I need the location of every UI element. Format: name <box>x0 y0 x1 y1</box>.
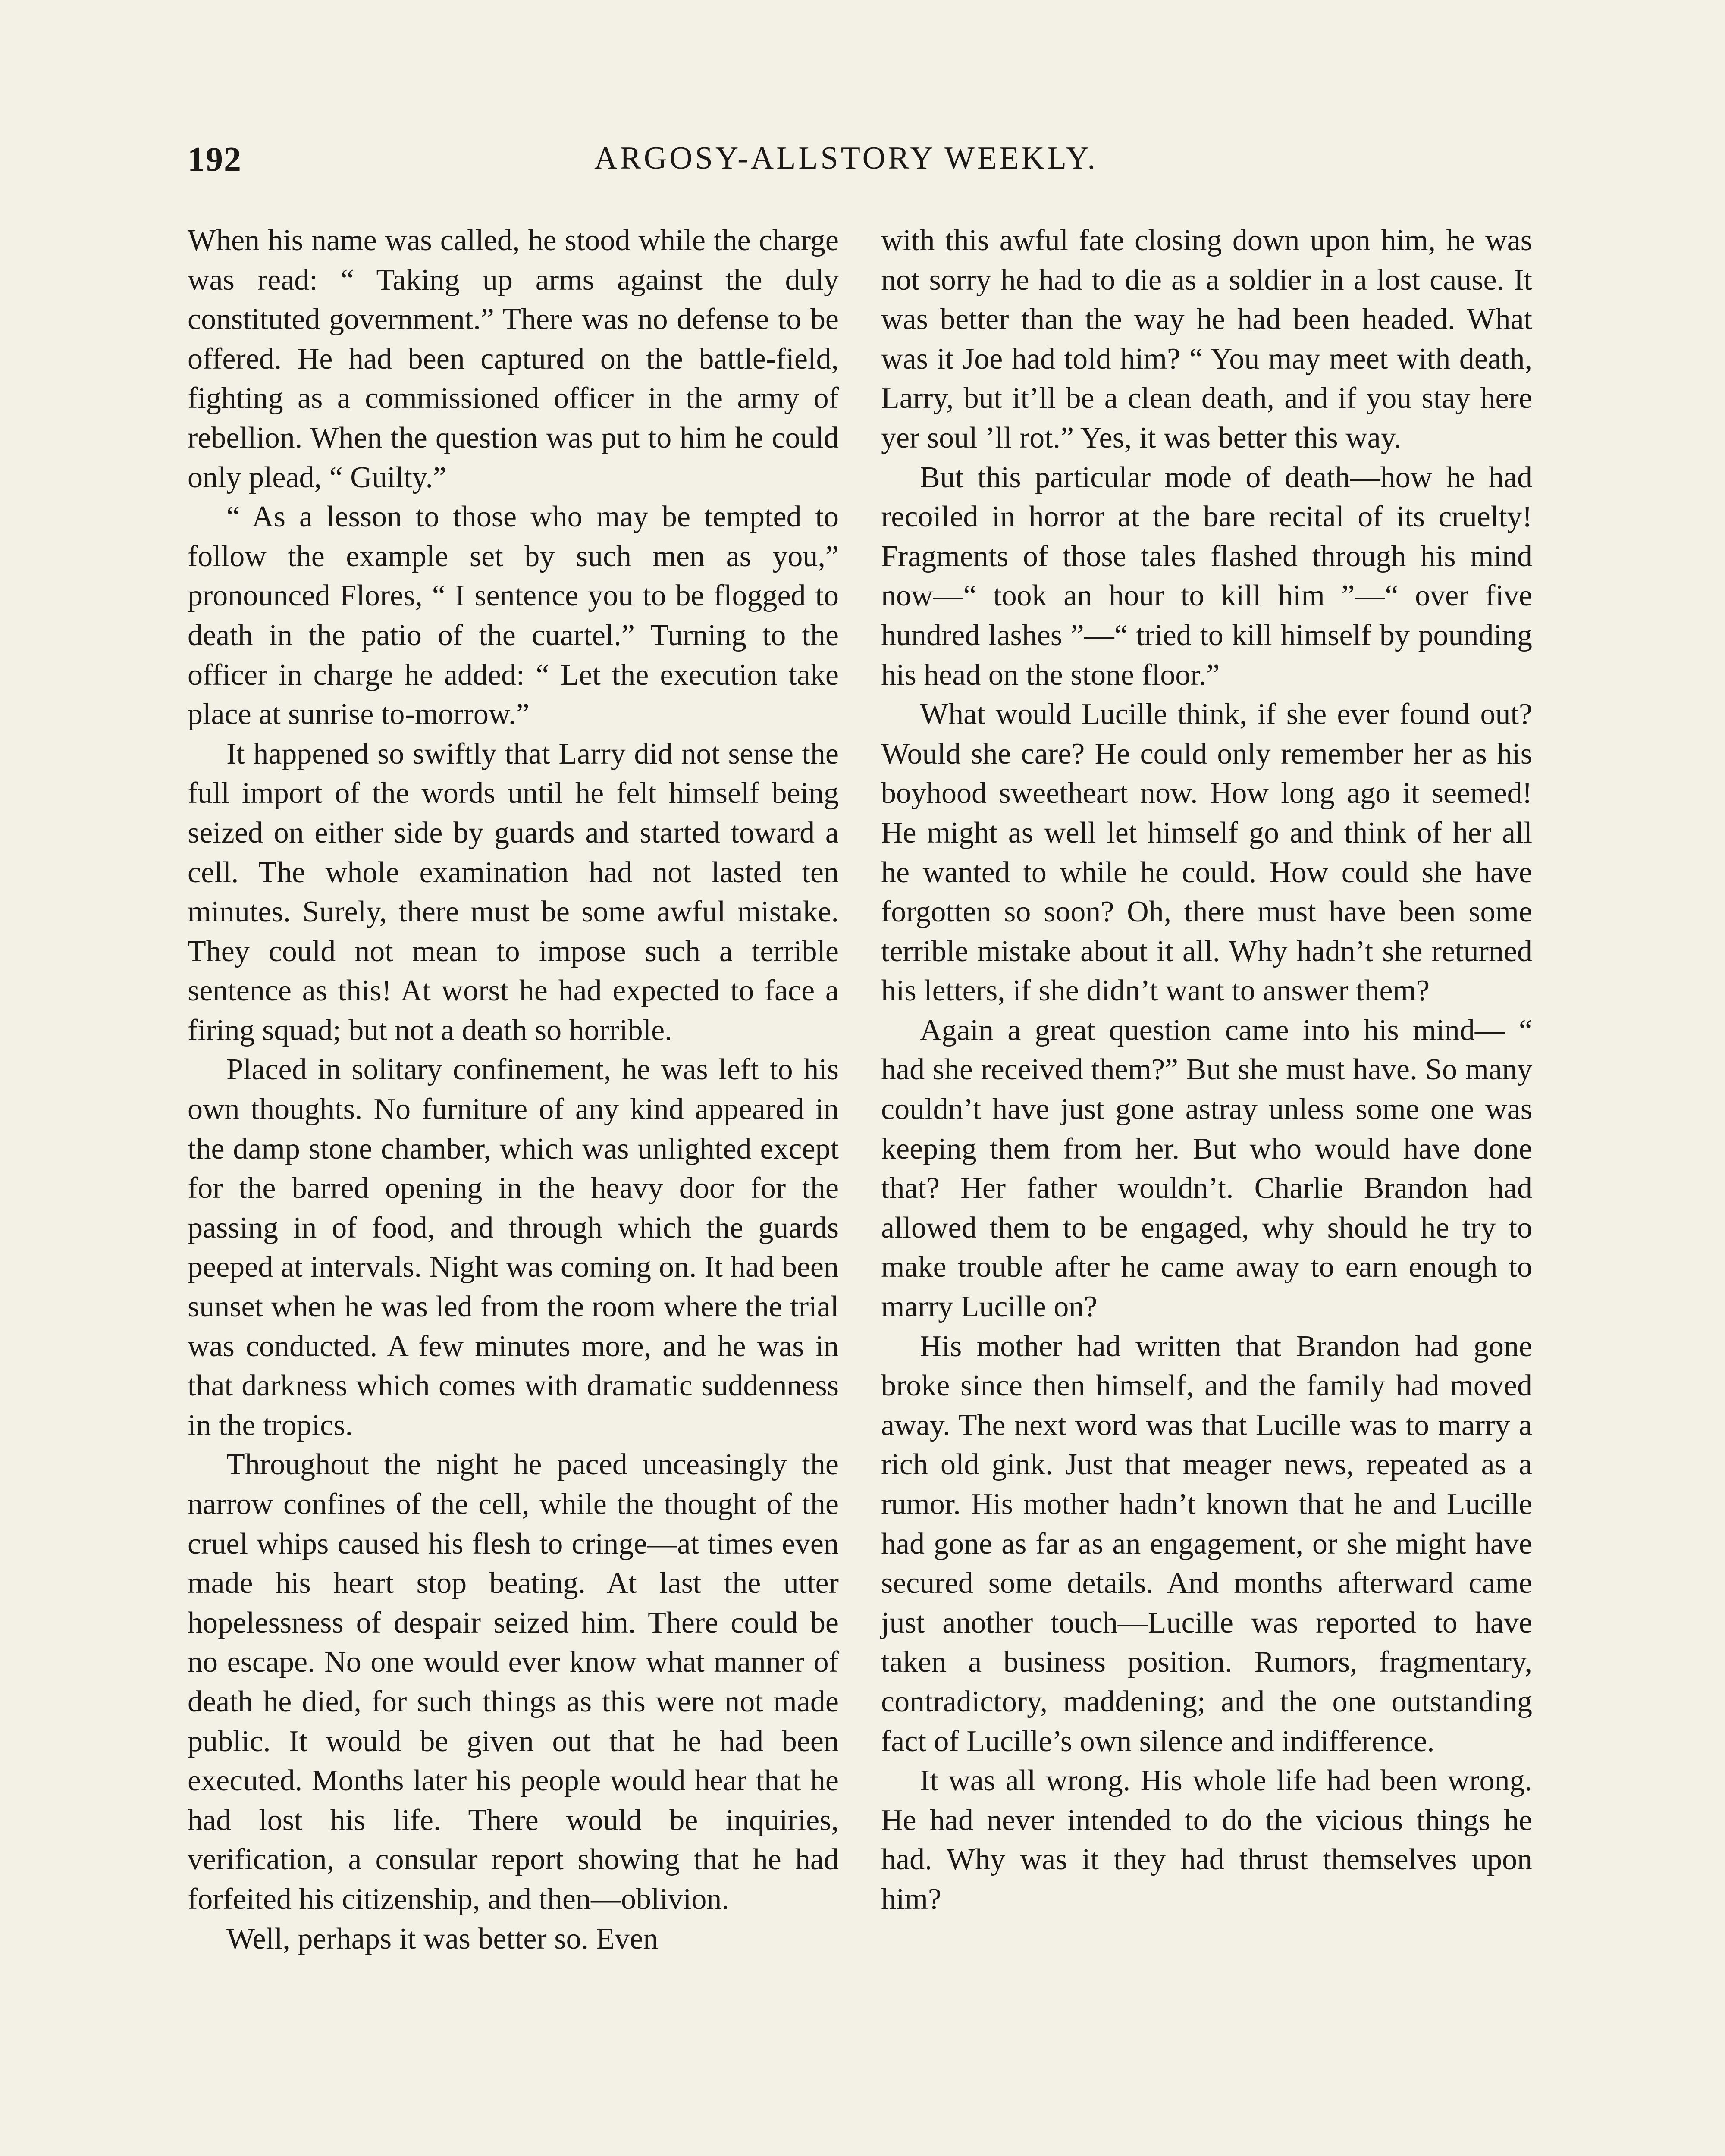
paragraph: His mother had written that Brandon had gone broke since then himself, and the family had moved away. The next word was that Lucille was to marry a rich old gink. Just that meager news, repeated as a rumor. His mother hadn’t known that he and Lucille had gone as far as an engagement, or she might have secured some details. And months afterward came just another touch—Lucille was reported to have taken a business position. Rumors, fragmentary, contradictory, maddening; and the one outstanding fact of Lucille’s own silence and indifference. <box>881 1329 1532 1758</box>
paragraph: It was all wrong. His whole life had been wrong. He had never intended to do the vicious things he had. Why was it they had thrust themselves upon him? <box>881 1764 1532 1916</box>
paragraph: with this awful fate closing down upon him, he was not sorry he had to die as a soldier in a lost cause. It was better than the way he had been headed. What was it Joe had told him? “ You may meet with death, Larry, but it’ll be a clean death, and if you stay here yer soul ’ll rot.” Yes, it was better this way. <box>881 224 1532 454</box>
running-title: ARGOSY-ALLSTORY WEEKLY. <box>594 141 1098 176</box>
paragraph: Placed in solitary confinement, he was left to his own thoughts. No furniture of any kind appeared in the damp stone chamber, which was unlighted except for the barred opening in the heavy door for the passing in of food, and through which the guards peeped at intervals. Night was coming on. It had been sunset when he was led from the room where the trial was conducted. A few minutes more, and he was in that darkness which comes with dramatic suddenness in the tropics. <box>188 1053 839 1442</box>
paragraph: Well, perhaps it was better so. Even <box>226 1922 659 1955</box>
left-column <box>188 221 839 1959</box>
right-column <box>881 221 1532 1919</box>
paragraph: It happened so swiftly that Larry did not sense the full import of the words until he felt himself being seized on either side by guards and started toward a cell. The whole examination had not lasted ten minutes. Surely, there must be some awful mistake. They could not mean to impose such a terrible sentence as this! At worst he had expected to face a firing squad; but not a death so horrible. <box>188 737 839 1047</box>
paragraph: “ As a lesson to those who may be tempted to follow the example set by such men as you,” pronounced Flores, “ I sentence you to be flogged to death in the patio of the cuartel.” Turning to the officer in charge he added: “ Let the execution take place at sunrise to-morrow.” <box>188 500 839 731</box>
paragraph: Throughout the night he paced unceasingly the narrow confines of the cell, while the thought of the cruel whips caused his flesh to cringe—at times even made his heart stop beating. At last the utter hopelessness of despair seized him. There could be no escape. No one would ever know what manner of death he died, for such things as this were not made public. It would be given out that he had been executed. Months later his people would hear that he had lost his life. There would be inquiries, verification, a consular report showing that he had forfeited his citizenship, and then—oblivion. <box>188 1448 839 1916</box>
paragraph: Again a great question came into his mind— “ had she received them?” But she must have. So many couldn’t have just gone astray unless some one was keeping them from her. But who would have done that? Her father wouldn’t. Charlie Brandon had allowed them to be engaged, why should he try to make trouble after he came away to earn enough to marry Lucille on? <box>881 1013 1532 1324</box>
page-header <box>0 140 1725 188</box>
page-number: 192 <box>188 141 242 179</box>
text-columns <box>188 221 1544 2156</box>
paragraph: What would Lucille think, if she ever found out? Would she care? He could only remember her as his boyhood sweetheart now. How long ago it seemed! He might as well let himself go and think of her all he wanted to while he could. How could she have forgotten so soon? Oh, there must have been some terrible mistake about it all. Why hadn’t she returned his letters, if she didn’t want to answer them? <box>881 698 1532 1008</box>
paragraph: But this particular mode of death—how he had recoiled in horror at the bare recital of its cruelty! Fragments of those tales flashed through his mind now—“ took an hour to kill him ”—“ over five hundred lashes ”—“ tried to kill himself by pounding his head on the stone floor.” <box>881 461 1532 692</box>
paragraph: When his name was called, he stood while the charge was read: “ Taking up arms against the duly constituted government.” There was no defense to be offered. He had been captured on the battle-field, fighting as a commissioned officer in the army of rebellion. When the question was put to him he could only plead, “ Guilty.” <box>188 224 839 494</box>
